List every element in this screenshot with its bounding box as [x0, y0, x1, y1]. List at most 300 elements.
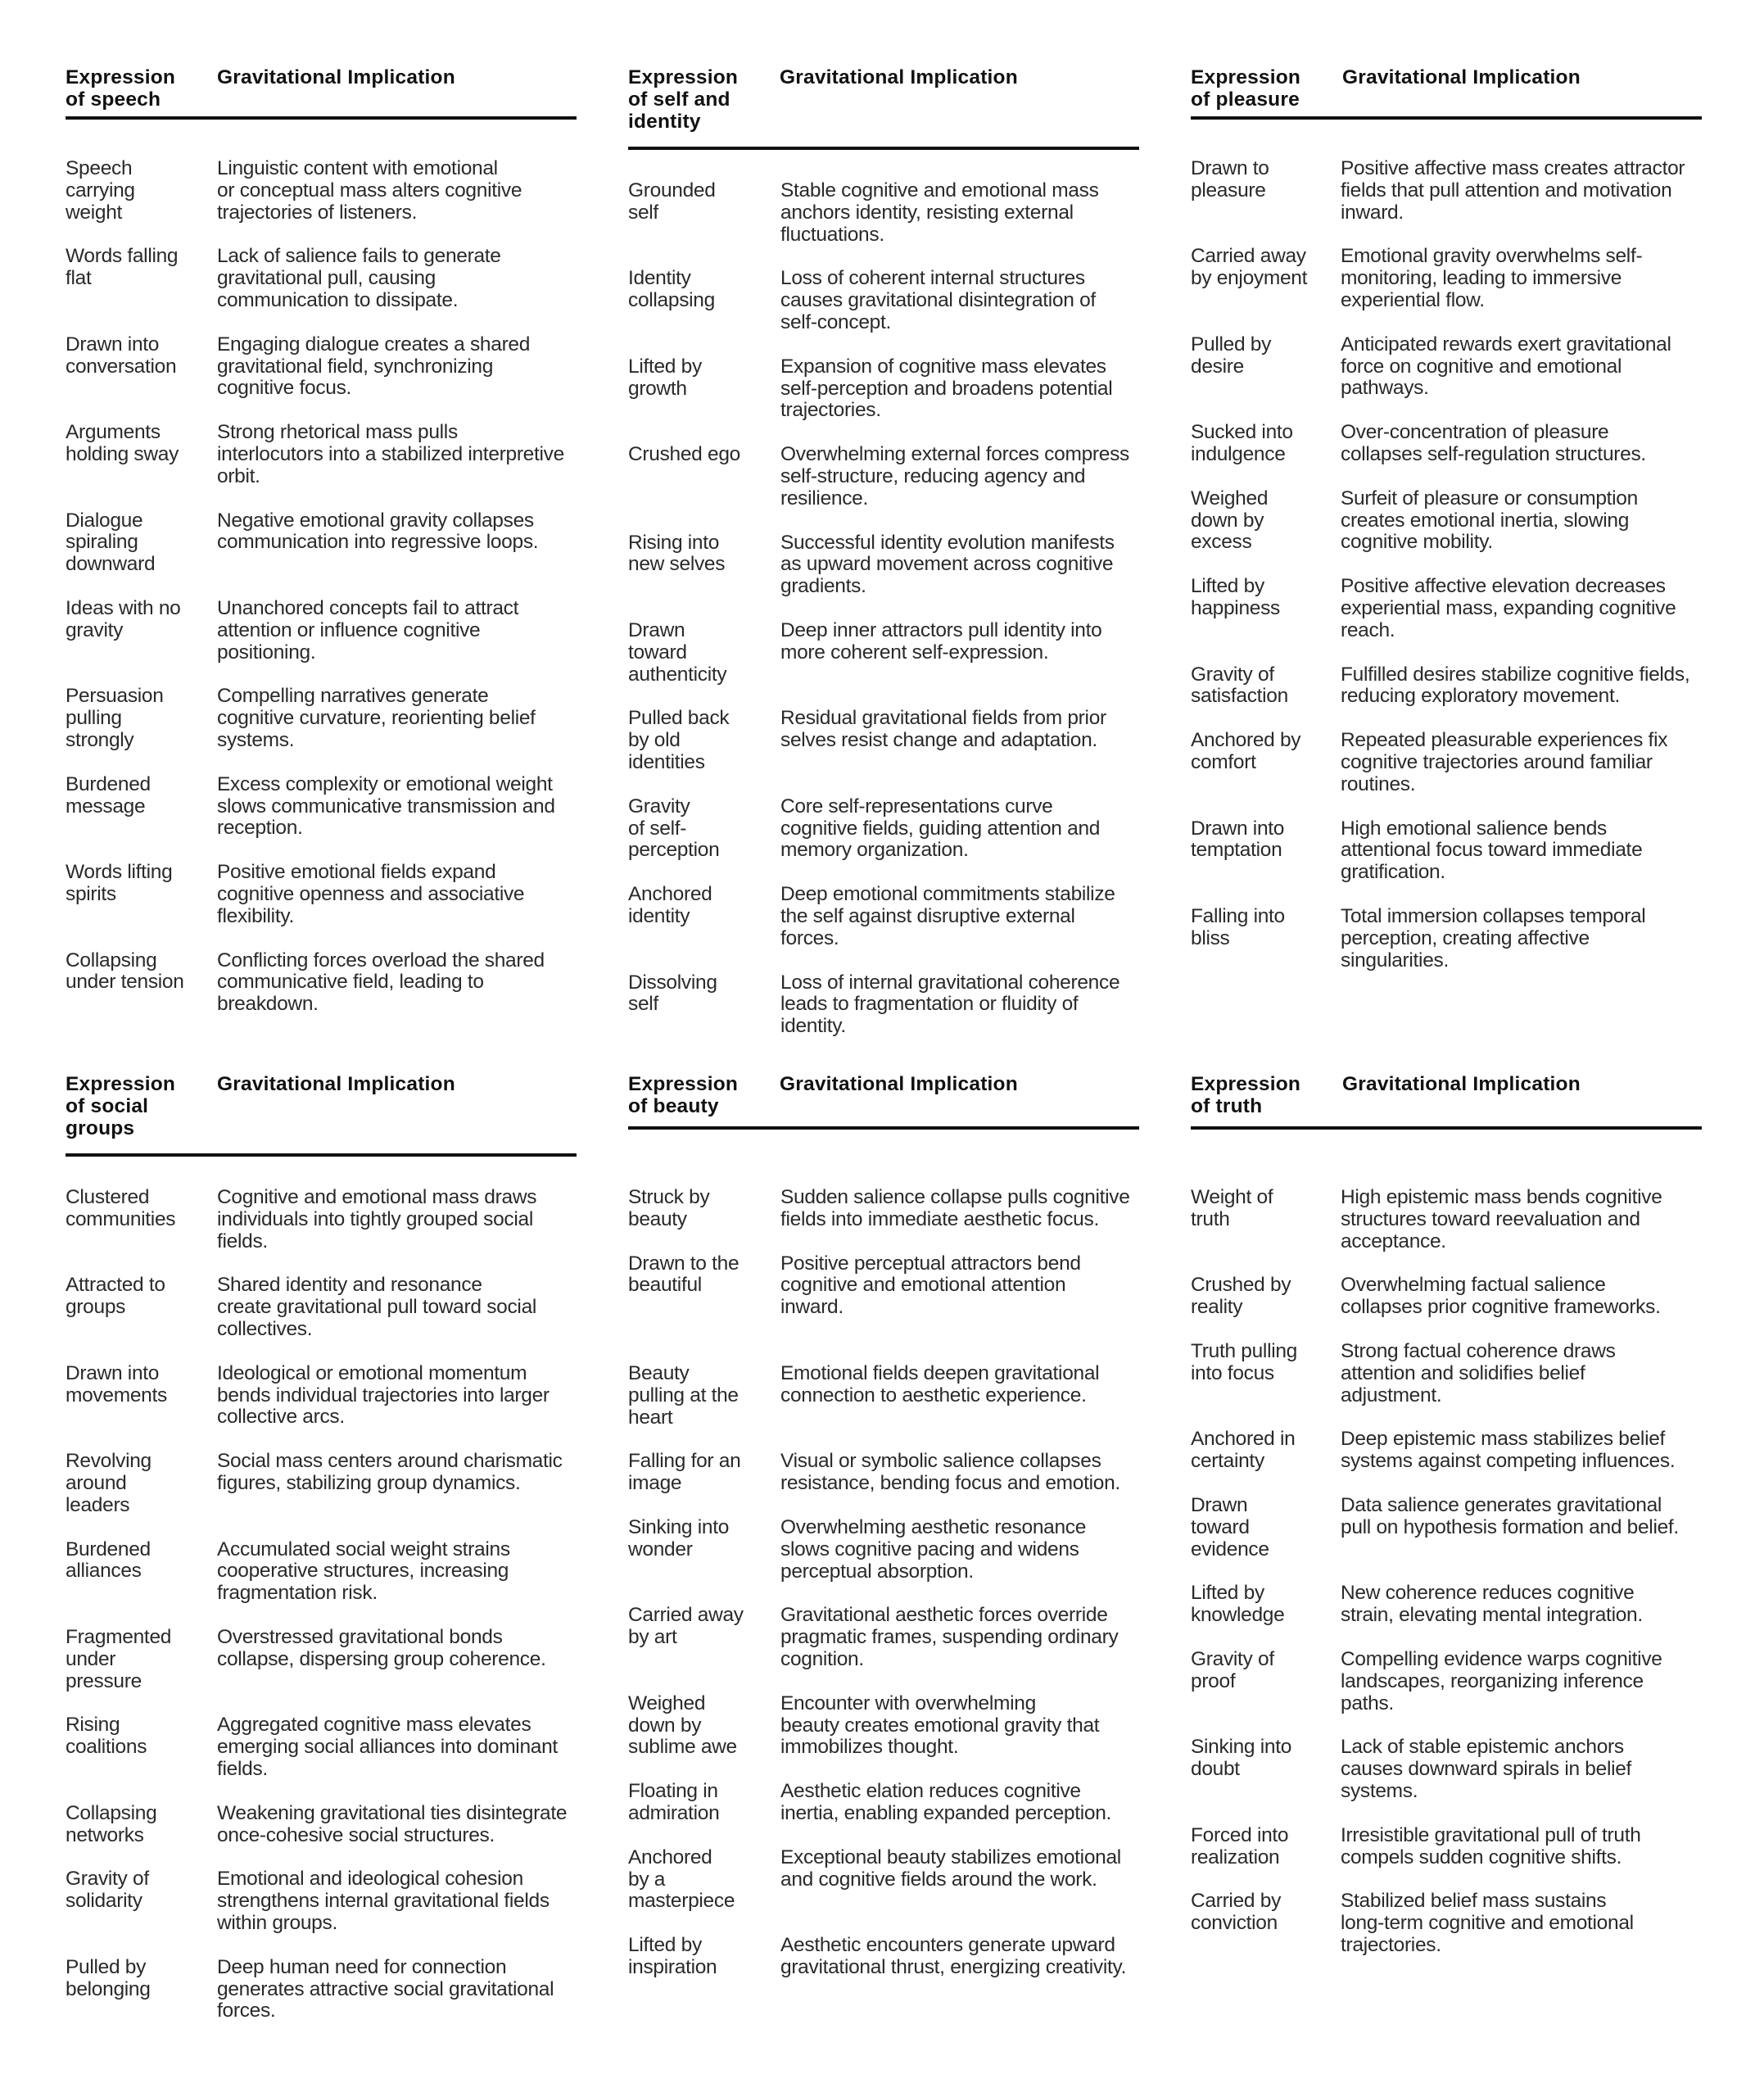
expression-cell [628, 444, 780, 510]
implication-line: Data salience generates gravitational [1341, 1493, 1662, 1516]
implication-cell [780, 620, 1152, 686]
implication-line: Surfeit of pleasure or consumption [1341, 487, 1638, 510]
implication-line: Unanchored concepts fail to attract [217, 596, 519, 619]
expression-line: Anchored [628, 1846, 712, 1868]
column-header-line: of beauty [628, 1094, 719, 1117]
expression-line: spiraling [66, 531, 138, 554]
implication-line: slows communicative transmission and [217, 795, 555, 818]
expression-line: beautiful [628, 1274, 702, 1297]
implication-line: Compelling narratives generate [217, 685, 489, 708]
table-row [66, 334, 590, 400]
table-body [1191, 158, 1715, 994]
implication-line: Deep emotional commitments stabilize [780, 883, 1115, 906]
implication-line: figures, stabilizing group dynamics. [217, 1471, 521, 1494]
implication-cell [217, 1275, 590, 1340]
expression-line: carrying [66, 179, 135, 202]
implication-cell [1341, 1891, 1715, 1956]
expression-cell [1191, 1187, 1341, 1252]
table-row [66, 1868, 590, 1934]
expression-line: weight [66, 201, 123, 224]
column-header-implication: Gravitational Implication [217, 1073, 455, 1095]
implication-line: High emotional salience bends [1341, 817, 1607, 840]
expression-line: Crushed by [1191, 1274, 1291, 1297]
implication-line: structures toward reevaluation and [1341, 1207, 1640, 1230]
implication-line: orbit. [217, 464, 260, 487]
expression-line: certainty [1191, 1450, 1264, 1473]
implication-line: selves resist change and adaptation. [780, 729, 1097, 752]
implication-line: inward. [1341, 201, 1404, 224]
implication-line: Aggregated cognitive mass elevates [217, 1714, 531, 1737]
expression-line: Struck by [628, 1186, 710, 1208]
implication-line: systems. [217, 728, 295, 751]
implication-cell [217, 862, 590, 927]
implication-line: communicative field, leading to [217, 971, 484, 994]
implication-line: Cognitive and emotional mass draws [217, 1186, 537, 1208]
expression-cell [66, 1957, 217, 2022]
expression-cell [66, 1539, 217, 1605]
table-row [1191, 246, 1715, 311]
expression-line: belonging [66, 1977, 151, 2000]
expression-cell [1191, 1891, 1341, 1956]
implication-line: fields into immediate aesthetic focus. [780, 1207, 1099, 1230]
expression-line: Weight of [1191, 1186, 1273, 1208]
implication-line: collapses prior cognitive frameworks. [1341, 1296, 1661, 1319]
expression-line: networks [66, 1823, 144, 1846]
implication-cell [780, 884, 1152, 949]
expression-cell [66, 334, 217, 400]
column-header-line: of pleasure [1191, 88, 1300, 111]
expression-line: Rising into [628, 531, 720, 554]
implication-line: cognitive fields, guiding attention and [780, 817, 1101, 840]
implication-line: Lack of stable epistemic anchors [1341, 1736, 1624, 1759]
expression-line: Drawn [1191, 1493, 1248, 1516]
implication-line: Successful identity evolution manifests [780, 531, 1115, 554]
implication-line: resilience. [780, 487, 868, 510]
column-header-implication: Gravitational Implication [1342, 66, 1581, 88]
expression-cell [1191, 422, 1341, 466]
expression-cell [628, 972, 780, 1038]
expression-line: toward [1191, 1515, 1250, 1538]
expression-line: Lifted by [628, 1934, 702, 1957]
expression-line: self [628, 993, 658, 1016]
table-row [628, 1693, 1152, 1759]
implication-line: Repeated pleasurable experiences fix [1341, 729, 1668, 752]
expression-line: holding sway [66, 442, 179, 465]
expression-line: authenticity [628, 663, 727, 686]
expression-line: downward [66, 553, 156, 576]
expression-cell [628, 1451, 780, 1495]
expression-line: around [66, 1471, 127, 1494]
expression-line: Words lifting [66, 861, 173, 884]
expression-cell [1191, 576, 1341, 641]
implication-line: cognitive openness and associative [217, 882, 525, 905]
expression-cell [628, 1187, 780, 1231]
implication-cell [1341, 906, 1715, 972]
expression-cell [66, 862, 217, 927]
table-row [1191, 1429, 1715, 1473]
implication-line: more coherent self-expression. [780, 641, 1049, 664]
expression-line: groups [66, 1296, 126, 1319]
expression-cell [66, 1868, 217, 1934]
expression-line: by a [628, 1868, 666, 1891]
expression-line: under tension [66, 971, 184, 994]
table-row [628, 268, 1152, 333]
implication-line: trajectories. [1341, 1933, 1441, 1956]
implication-line: immobilizes thought. [780, 1736, 959, 1759]
expression-line: Burdened [66, 1538, 151, 1560]
implication-line: the self against disruptive external [780, 904, 1075, 927]
column-header-line: Expression [1191, 1073, 1301, 1095]
expression-cell [66, 1187, 217, 1252]
implication-cell [1341, 158, 1715, 224]
expression-line: message [66, 795, 146, 818]
expression-line: Forced into [1191, 1823, 1289, 1846]
expression-cell [628, 268, 780, 333]
expression-cell [66, 950, 217, 1016]
header-rule [628, 1126, 1139, 1130]
implication-line: forces. [780, 926, 839, 949]
expression-line: realization [1191, 1846, 1280, 1868]
column-header-line: groups [66, 1116, 135, 1139]
implication-line: as upward movement across cognitive [780, 553, 1114, 576]
expression-line: Sinking into [1191, 1736, 1292, 1759]
implication-line: monitoring, leading to immersive [1341, 267, 1622, 290]
implication-line: leads to fragmentation or fluidity of [780, 993, 1079, 1016]
expression-line: Sucked into [1191, 421, 1293, 444]
implication-cell [217, 334, 590, 400]
implication-line: attentional focus toward immediate [1341, 839, 1643, 862]
table-row [66, 774, 590, 840]
expression-line: Carried by [1191, 1890, 1282, 1913]
expression-line: solidarity [66, 1890, 142, 1913]
expression-line: Lifted by [628, 355, 702, 378]
implication-cell [780, 1451, 1152, 1495]
expression-cell [1191, 664, 1341, 709]
implication-line: Stabilized belief mass sustains [1341, 1890, 1607, 1913]
expression-line: beauty [628, 1207, 687, 1230]
implication-line: Exceptional beauty stabilizes emotional [780, 1846, 1121, 1868]
table-body [66, 1187, 590, 2045]
expression-cell [1191, 1429, 1341, 1473]
implication-line: forces. [217, 2000, 276, 2022]
table-row [628, 1935, 1152, 1979]
implication-line: interlocutors into a stabilized interpretive [217, 442, 564, 465]
expression-cell [1191, 1649, 1341, 1714]
expression-line: Carried away [1191, 245, 1306, 268]
implication-cell [780, 1253, 1152, 1319]
implication-cell [217, 950, 590, 1016]
implication-line: perception, creating affective [1341, 926, 1590, 949]
column-header-implication: Gravitational Implication [780, 1073, 1018, 1095]
implication-line: Core self-representations curve [780, 795, 1053, 818]
implication-line: inertia, enabling expanded perception. [780, 1801, 1112, 1824]
column-header-expression [1191, 67, 1338, 111]
implication-cell [217, 598, 590, 664]
expression-line: strongly [66, 728, 134, 751]
implication-line: self-perception and broadens potential [780, 377, 1113, 400]
table-row [66, 1187, 590, 1252]
expression-cell [66, 1451, 217, 1516]
expression-cell [1191, 1825, 1341, 1869]
table-row [1191, 1583, 1715, 1627]
expression-cell [1191, 158, 1341, 224]
implication-cell [217, 510, 590, 576]
expression-line: Gravity of [1191, 1647, 1274, 1670]
table-row [66, 422, 590, 487]
column-header-line: Expression [628, 66, 739, 88]
implication-cell [780, 1187, 1152, 1231]
implication-line: Weakening gravitational ties disintegrate [217, 1801, 568, 1824]
expression-line: identity [628, 904, 690, 927]
expression-line: Persuasion [66, 685, 164, 708]
expression-line: Clustered [66, 1186, 150, 1208]
implication-line: adjustment. [1341, 1384, 1442, 1406]
expression-line: Truth pulling [1191, 1339, 1298, 1362]
implication-line: pull on hypothesis formation and belief. [1341, 1515, 1679, 1538]
implication-line: New coherence reduces cognitive [1341, 1582, 1635, 1605]
implication-cell [1341, 1429, 1715, 1473]
expression-line: pleasure [1191, 179, 1266, 202]
implication-line: reach. [1341, 618, 1395, 641]
expression-line: reality [1191, 1296, 1243, 1319]
implication-cell [1341, 1737, 1715, 1802]
expression-line: down by [628, 1714, 702, 1737]
implication-line: gravitational thrust, energizing creativity. [780, 1955, 1127, 1978]
table-row [628, 444, 1152, 510]
table-row [1191, 576, 1715, 641]
expression-cell [66, 1803, 217, 1847]
table-row [66, 1957, 590, 2022]
column-header-expression [628, 67, 776, 133]
expression-cell [628, 1935, 780, 1979]
implication-line: connection to aesthetic experience. [780, 1384, 1087, 1406]
expression-line: Gravity [628, 795, 690, 818]
implication-line: fragmentation risk. [217, 1582, 378, 1605]
expression-line: Dissolving [628, 971, 717, 994]
table-row [1191, 488, 1715, 554]
expression-cell [1191, 1275, 1341, 1319]
expression-line: Collapsing [66, 1801, 157, 1824]
expression-line: Anchored [628, 883, 712, 906]
implication-line: memory organization. [780, 839, 969, 862]
table-row [628, 356, 1152, 422]
expression-line: Speech [66, 157, 133, 179]
expression-line: indulgence [1191, 442, 1286, 465]
implication-line: acceptance. [1341, 1230, 1446, 1252]
expression-line: temptation [1191, 839, 1282, 862]
expression-cell [628, 180, 780, 246]
implication-line: beauty creates emotional gravity that [780, 1714, 1100, 1737]
implication-line: Loss of internal gravitational coherence [780, 971, 1120, 994]
expression-line: image [628, 1472, 682, 1495]
expression-line: Sinking into [628, 1515, 730, 1538]
column-header-line: of truth [1191, 1094, 1263, 1117]
implication-line: trajectories. [780, 399, 881, 422]
implication-line: cognition. [780, 1647, 864, 1670]
implication-line: Positive emotional fields expand [217, 861, 496, 884]
expression-cell [66, 1275, 217, 1340]
implication-line: cognitive and emotional attention [780, 1274, 1066, 1297]
expression-line: pulling at the [628, 1384, 739, 1406]
implication-cell [1341, 334, 1715, 400]
expression-line: self [628, 201, 658, 224]
implication-line: Lack of salience fails to generate [217, 245, 501, 268]
expression-line: leaders [66, 1493, 130, 1516]
implication-cell [217, 158, 590, 224]
implication-cell [217, 1868, 590, 1934]
expression-line: Pulled by [1191, 333, 1272, 356]
implication-line: inward. [780, 1296, 844, 1319]
expression-line: Lifted by [1191, 575, 1264, 598]
implication-line: emerging social alliances into dominant [217, 1736, 558, 1759]
implication-line: Linguistic content with emotional [217, 157, 498, 179]
implication-cell [1341, 1187, 1715, 1252]
implication-cell [217, 246, 590, 311]
implication-line: Positive affective elevation decreases [1341, 575, 1666, 598]
implication-line: long-term cognitive and emotional [1341, 1912, 1634, 1935]
column-header-line: identity [628, 110, 701, 133]
table-row [66, 1363, 590, 1429]
implication-line: identity. [780, 1015, 846, 1038]
expression-line: Grounded [628, 179, 716, 202]
table-row [66, 1803, 590, 1847]
expression-line: Anchored in [1191, 1428, 1296, 1451]
column-header-expression [1191, 1074, 1338, 1118]
implication-line: attention and solidifies belief [1341, 1361, 1585, 1384]
table-row [66, 1451, 590, 1516]
implication-line: Negative emotional gravity collapses [217, 509, 534, 532]
table-row [1191, 1737, 1715, 1802]
expression-cell [628, 356, 780, 422]
implication-line: fields. [217, 1757, 268, 1780]
implication-cell [1341, 1275, 1715, 1319]
column-header-line: Expression [628, 1073, 739, 1095]
expression-cell [628, 1517, 780, 1583]
expression-line: conversation [66, 355, 177, 378]
expression-line: spirits [66, 882, 116, 905]
implication-line: Over-concentration of pleasure [1341, 421, 1609, 444]
implication-line: pathways. [1341, 377, 1429, 400]
implication-cell [217, 422, 590, 487]
expression-cell [66, 1627, 217, 1692]
table-row [628, 1605, 1152, 1670]
implication-line: Positive perceptual attractors bend [780, 1252, 1081, 1275]
expression-cell [66, 686, 217, 751]
implication-line: experiential flow. [1341, 288, 1485, 311]
implication-cell [780, 796, 1152, 862]
table-row [1191, 664, 1715, 709]
implication-line: Anticipated rewards exert gravitational [1341, 333, 1671, 356]
implication-line: Emotional fields deepen gravitational [780, 1361, 1100, 1384]
implication-line: strain, elevating mental integration. [1341, 1604, 1643, 1627]
expression-cell [1191, 334, 1341, 400]
implication-line: Residual gravitational fields from prior [780, 707, 1106, 730]
implication-line: fields. [217, 1230, 268, 1252]
implication-line: Positive affective mass creates attractor [1341, 157, 1685, 179]
table-row [1191, 158, 1715, 224]
expression-line: communities [66, 1207, 176, 1230]
implication-line: resistance, bending focus and emotion. [780, 1472, 1120, 1495]
expression-line: into focus [1191, 1361, 1274, 1384]
implication-line: gradients. [780, 575, 866, 598]
implication-line: self-structure, reducing agency and [780, 464, 1086, 487]
expression-line: Words falling [66, 245, 179, 268]
expression-cell [66, 158, 217, 224]
implication-line: once-cohesive social structures. [217, 1823, 495, 1846]
expression-cell [1191, 1583, 1341, 1627]
implication-line: bends individual trajectories into larger [217, 1384, 550, 1406]
header-rule [66, 1153, 577, 1157]
implication-cell [217, 686, 590, 751]
implication-cell [1341, 664, 1715, 709]
implication-cell [780, 1935, 1152, 1979]
implication-line: Loss of coherent internal structures [780, 267, 1085, 290]
implication-line: singularities. [1341, 949, 1449, 972]
expression-cell [628, 1605, 780, 1670]
expression-line: Collapsing [66, 949, 157, 972]
implication-line: Overstressed gravitational bonds [217, 1625, 503, 1648]
table-body [628, 1187, 1152, 2001]
implication-line: collective arcs. [217, 1406, 345, 1429]
implication-cell [217, 1957, 590, 2022]
expression-line: Burdened [66, 772, 151, 795]
expression-cell [1191, 246, 1341, 311]
implication-line: create gravitational pull toward social [217, 1296, 537, 1319]
expression-cell [628, 708, 780, 773]
expression-cell [628, 1253, 780, 1319]
column-header-line: of social [66, 1094, 149, 1117]
expression-line: by enjoyment [1191, 267, 1308, 290]
expression-cell [628, 1781, 780, 1825]
expression-line: pulling [66, 707, 122, 730]
table-row [628, 1253, 1152, 1319]
implication-line: Excess complexity or emotional weight [217, 772, 553, 795]
expression-line: Drawn into [66, 333, 160, 356]
expression-line: Lifted by [1191, 1582, 1264, 1605]
expression-cell [628, 1363, 780, 1429]
implication-line: cognitive curvature, reorienting belief [217, 707, 536, 730]
table-row [628, 972, 1152, 1038]
table-row [1191, 1495, 1715, 1560]
implication-cell [217, 1187, 590, 1252]
column-header-expression [66, 67, 213, 111]
table-row [1191, 818, 1715, 884]
column-header-line: of self and [628, 88, 730, 111]
implication-line: fluctuations. [780, 223, 884, 246]
table-row [628, 708, 1152, 773]
expression-line: Ideas with no [66, 596, 181, 619]
expression-cell [66, 510, 217, 576]
table-row [66, 598, 590, 664]
implication-cell [1341, 1341, 1715, 1406]
implication-line: Aesthetic encounters generate upward [780, 1934, 1115, 1957]
implication-line: collapse, dispersing group coherence. [217, 1647, 546, 1670]
implication-cell [780, 180, 1152, 246]
implication-line: fields that pull attention and motivation [1341, 179, 1672, 202]
expression-line: Pulled by [66, 1955, 147, 1978]
table-row [66, 686, 590, 751]
implication-cell [217, 774, 590, 840]
table-row [628, 532, 1152, 598]
implication-line: gratification. [1341, 861, 1445, 884]
expression-line: wonder [628, 1538, 693, 1560]
implication-cell [780, 1781, 1152, 1825]
expression-line: Floating in [628, 1780, 718, 1803]
implication-cell [780, 444, 1152, 510]
implication-line: within groups. [217, 1911, 337, 1934]
table-row [1191, 730, 1715, 795]
expression-line: truth [1191, 1207, 1230, 1230]
